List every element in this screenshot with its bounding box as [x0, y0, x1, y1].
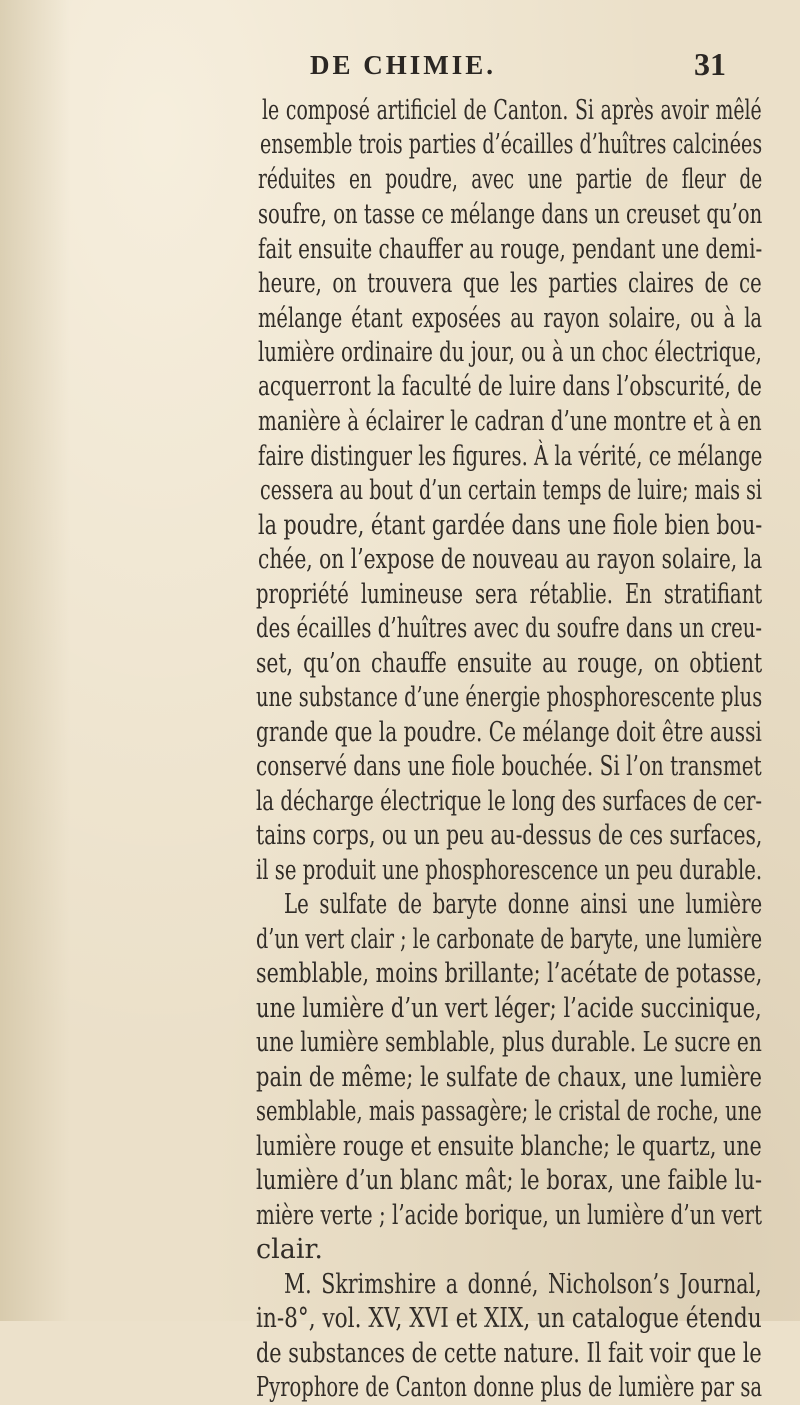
text-line: grande que la poudre. Ce mélange doit être aussi: [256, 717, 762, 748]
text-line: conservé dans une fiole bouchée. Si l’on transmet: [256, 751, 762, 782]
text-line: une lumière semblable, plus durable. Le sucre en: [256, 1027, 762, 1058]
text-line: le composé artificiel de Canton. Si après avoir mêlé: [262, 95, 762, 126]
text-line: la poudre, étant gardée dans une fiole bien bou-: [258, 510, 763, 541]
text-line: heure, on trouvera que les parties claires de ce: [258, 268, 762, 299]
text-line: manière à éclairer le cadran d’une montre et à en: [258, 406, 762, 437]
text-line: une substance d’une énergie phosphorescente plus: [256, 682, 763, 713]
text-line: lumière ordinaire du jour, ou à un choc électrique,: [258, 337, 762, 368]
text-line: la décharge électrique le long des surfaces de cer-: [256, 786, 763, 817]
text-line: ensemble trois parties d’écailles d’huîtres calcinées: [260, 129, 763, 160]
text-line: de substances de cette nature. Il fait voir que le: [256, 1338, 762, 1369]
text-line: propriété lumineuse sera rétablie. En stratifiant: [256, 579, 763, 610]
text-line: lumière rouge et ensuite blanche; le quartz, une: [256, 1131, 762, 1162]
text-line: une lumière d’un vert léger; l’acide succinique,: [256, 993, 762, 1024]
running-title: DE CHIMIE.: [310, 50, 497, 80]
text-line: cessera au bout d’un certain temps de luire; mais si: [260, 475, 763, 506]
text-line: d’un vert clair ; le carbonate de baryte, une lumière: [256, 924, 763, 955]
text-line: Le sulfate de baryte donne ainsi une lumière: [284, 889, 763, 920]
text-line: Pyrophore de Canton donne plus de lumière par sa: [256, 1372, 763, 1403]
text-line: mélange étant exposées au rayon solaire, ou à la: [258, 303, 763, 334]
text-line: semblable, mais passagère; le cristal de roche, une: [256, 1096, 762, 1127]
text-line: set, qu’on chauffe ensuite au rouge, on obtient: [256, 648, 763, 679]
text-line: acquerront la faculté de luire dans l’obscurité, de: [258, 371, 762, 402]
text-line: chée, on l’expose de nouveau au rayon solaire, la: [258, 544, 763, 575]
page-header: [0, 46, 800, 86]
page-gutter-shadow: [0, 0, 70, 1321]
text-line: faire distinguer les figures. À la vérité, ce mélange: [258, 441, 763, 472]
text-line: M. Skrimshire a donné, Nicholson’s Journal,: [284, 1269, 762, 1300]
text-line: lumière d’un blanc mât; le borax, une faible lu-: [256, 1165, 763, 1196]
text-line: soufre, on tasse ce mélange dans un creuset qu’on: [258, 199, 763, 230]
text-line: clair.: [256, 1234, 324, 1265]
text-line: tains corps, ou un peu au-dessus de ces surfaces,: [256, 820, 763, 851]
text-line: il se produit une phosphorescence un peu durable.: [256, 855, 763, 886]
text-line: pain de même; le sulfate de chaux, une lumière: [256, 1062, 762, 1093]
page-number: 31: [694, 46, 726, 82]
text-line: réduites en poudre, avec une partie de fleur de: [258, 164, 763, 195]
text-line: des écailles d’huîtres avec du soufre dans un creu-: [256, 613, 763, 644]
text-line: semblable, moins brillante; l’acétate de potasse,: [256, 958, 763, 989]
text-line: in-8°, vol. XV, XVI et XIX, un catalogue étendu: [256, 1303, 762, 1334]
text-line: fait ensuite chauffer au rouge, pendant une demi-: [258, 234, 763, 265]
text-line: mière verte ; l’acide borique, un lumière d’un vert: [256, 1200, 763, 1231]
